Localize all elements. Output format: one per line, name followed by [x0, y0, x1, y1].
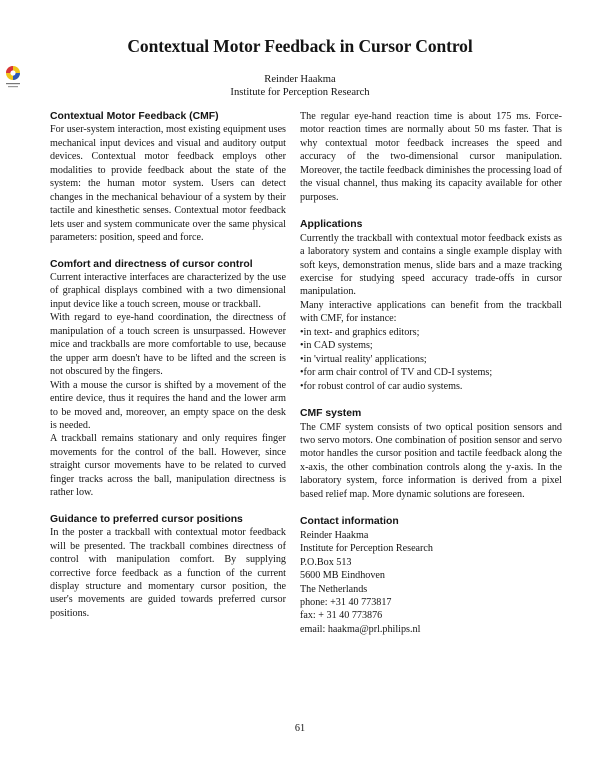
- section-heading: Applications: [300, 219, 363, 231]
- paper-title: Contextual Motor Feedback in Cursor Control: [127, 36, 473, 56]
- list-item: • in CAD systems;: [300, 339, 562, 352]
- paragraph: Currently the trackball with contextual motor feedback exists as a laboratory system and contains a single example display with soft keys, demonstration menus, slide bars and a maze tracking exercise for studying speed accuracy trade-offs in cursor manipulation.: [300, 232, 562, 298]
- author-affiliation: Institute for Perception Research: [230, 87, 370, 98]
- list-item: • for arm chair control of TV and CD-I systems;: [300, 366, 562, 379]
- list-item: • in 'virtual reality' applications;: [300, 353, 562, 366]
- paragraph: In the poster a trackball with contextual motor feedback will be presented. The trackball combines directness of control with manipulation comfort. By supplying corrective force feedback as a function of the current display structure and momentary cursor position, the user's movements are guided towards preferred cursor positions.: [50, 527, 286, 619]
- list-item: • for robust control of car audio systems.: [300, 380, 562, 393]
- section-contact: [300, 515, 562, 636]
- section-reaction-time: [300, 110, 562, 204]
- section-heading: Comfort and directness of cursor control: [50, 258, 253, 270]
- paragraph: Current interactive interfaces are characterized by the use of graphical displays combined with a two dimensional input device like a touch screen, mouse or trackball.: [50, 271, 286, 310]
- left-column: [50, 110, 286, 620]
- paragraph: For user-system interaction, most existing equipment uses mechanical input devices and visual and auditory output devices. Contextual motor feedback employs other modalities to provide feedback about the state of the system: the human motor system. Users can detect changes in the mechanical behaviour of a system by their tactile and kinesthetic senses. Contextual motor feedback lets user and system communicate over the same physical parameters: position, speed and force.: [50, 124, 286, 244]
- section-heading: Guidance to preferred cursor positions: [50, 513, 243, 525]
- paragraph: The regular eye-hand reaction time is about 175 ms. Force-motor reaction times are normally about 50 ms faster. That is why contextual motor feedback increases the speed and accuracy of the two-dimensional cursor manipulation. Moreover, the tactile feedback diminishes the processing load of the visual channel, thus making its capacity available for other purposes.: [300, 111, 562, 203]
- right-column: [300, 110, 562, 636]
- contact-email: email: haakma@prl.philips.nl: [300, 623, 421, 635]
- section-heading: Contact information: [300, 516, 399, 528]
- contact-phone: phone: +31 40 773817: [300, 596, 392, 608]
- paragraph: Many interactive applications can benefit from the trackball with CMF, for instance:: [300, 299, 562, 325]
- author-block: [0, 73, 600, 99]
- contact-name: Reinder Haakma: [300, 529, 369, 541]
- application-list: [300, 326, 562, 393]
- section-cmf-system: [300, 407, 562, 501]
- contact-institute: Institute for Perception Research: [300, 543, 433, 555]
- section-heading: Contextual Motor Feedback (CMF): [50, 111, 219, 122]
- paragraph: With regard to eye-hand coordination, the directness of manipulation of a touch screen is unsurpassed. However mice and trackballs are more comfortable to use, because the upper arm doesn't have to be lifted and the screen is not obscured by the fingers.: [50, 312, 286, 378]
- section-guidance: [50, 513, 286, 621]
- author-name: Reinder Haakma: [264, 74, 336, 85]
- section-comfort: [50, 258, 286, 500]
- list-item: • in text- and graphics editors;: [300, 326, 562, 339]
- institute-logo-icon: [3, 64, 23, 90]
- paragraph: A trackball remains stationary and only requires finger movements for the control of the ball. However, since straight cursor movements have to be related to curved finger tracks across the ball, manipulation directness is rather low.: [50, 433, 286, 499]
- section-heading: CMF system: [300, 408, 362, 420]
- paragraph: With a mouse the cursor is shifted by a movement of the entire device, thus it requires the hand and the lower arm to be moved and, moreover, an empty space on the desk is needed.: [50, 379, 286, 431]
- contact-country: The Netherlands: [300, 583, 368, 595]
- contact-pobox: P.O.Box 513: [300, 556, 352, 568]
- contact-city: 5600 MB Eindhoven: [300, 570, 385, 582]
- section-applications: [300, 218, 562, 393]
- section-cmf: [50, 110, 286, 245]
- page-number: 61: [294, 723, 306, 734]
- contact-fax: fax: + 31 40 773876: [300, 610, 383, 622]
- paragraph: The CMF system consists of two optical position sensors and two servo motors. One combination of position sensor and servo motor handles the cursor position and tactile feedback along the x-axis, the other combination controls along the y-axis. In the laboratory system, force information is derived from a pixel based relief map. More dynamic solutions are foreseen.: [300, 421, 562, 500]
